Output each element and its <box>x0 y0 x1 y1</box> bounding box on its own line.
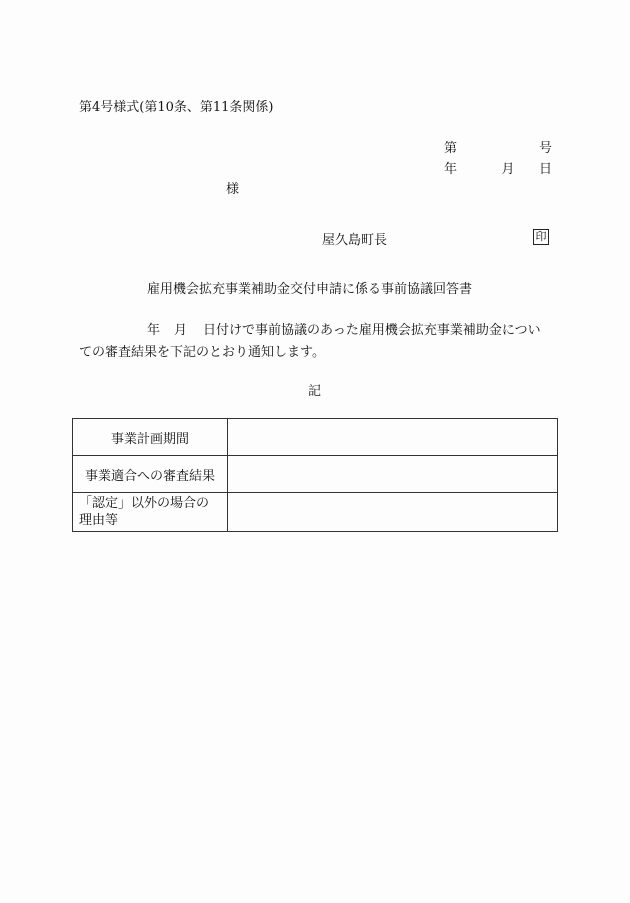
body-year: 年 <box>147 323 161 338</box>
body-month: 月 <box>174 323 188 338</box>
form-number: 第4号様式(第10条、第11条関係) <box>79 100 274 115</box>
date-day: 日 <box>538 162 552 177</box>
document-title: 雇用機会拡充事業補助金交付申請に係る事前協議回答書 <box>147 282 473 297</box>
row-label: 「認定」以外の場合の理由等 <box>73 493 228 532</box>
number-suffix: 号 <box>538 141 552 156</box>
date-month: 月 <box>501 162 515 177</box>
details-table <box>72 418 558 532</box>
body-paragraph <box>79 320 549 364</box>
number-prefix: 第 <box>444 141 458 156</box>
row-value <box>228 456 558 493</box>
date-year: 年 <box>444 162 458 177</box>
date-row <box>444 158 552 177</box>
addressee-suffix: 様 <box>226 182 240 197</box>
body-text: 日付けで事前協議のあった雇用機会拡充事業補助金についての審査結果を下記のとおり通知します。 <box>79 323 541 360</box>
row-label: 事業計画期間 <box>73 419 228 456</box>
table-row <box>73 456 558 493</box>
ki-heading: 記 <box>308 384 322 399</box>
table-row <box>73 419 558 456</box>
row-value <box>228 419 558 456</box>
row-value <box>228 493 558 532</box>
table-row <box>73 493 558 532</box>
seal-mark: 印 <box>533 229 549 245</box>
row-label: 事業適合への審査結果 <box>73 456 228 493</box>
document-number-row <box>444 137 552 156</box>
sender-name: 屋久島町長 <box>322 233 388 248</box>
